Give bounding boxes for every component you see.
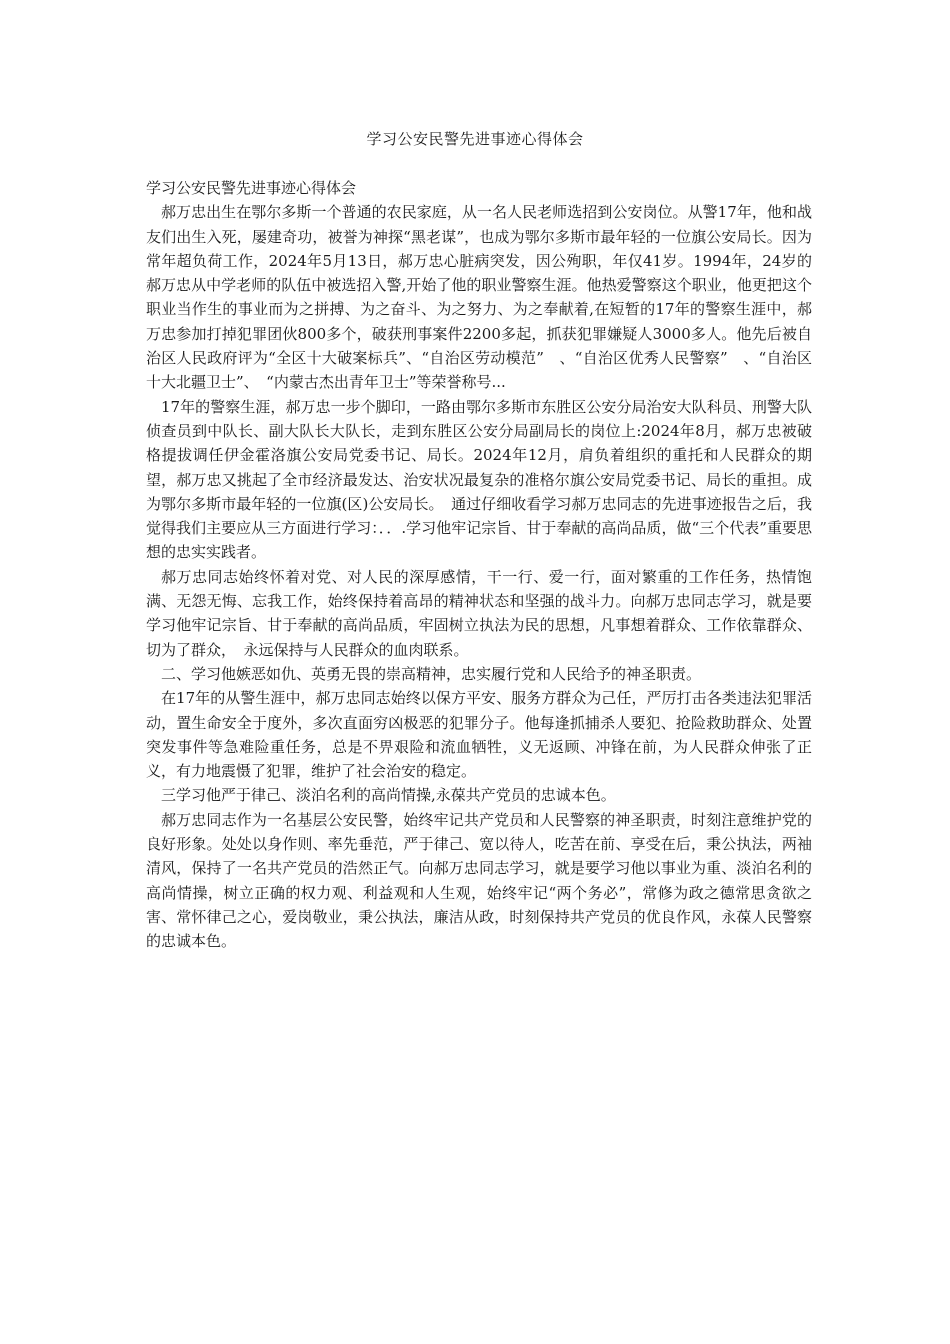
paragraph: 二、学习他嫉恶如仇、英勇无畏的崇高精神，忠实履行党和人民给予的神圣职责。 — [161, 664, 702, 683]
paragraph: 郝万忠出生在鄂尔多斯一个普通的农民家庭，从一名人民老师选招到公安岗位。从警17年，他和战友们出生入死，屡建奇功，被誉为神探“黑老谋”，也成为鄂尔多斯市最年轻的一位旗公安局长。因为常年超负荷工作，2024年5月13日，郝万忠心脏病突发，因公殉职，年仅41岁。1994年，24岁的郝万忠从中学老师的队伍中被选招入警,开始了他的职业警察生涯。他热爱警察这个职业，他更把这个职业当作生的事业而为之拼搏、为之奋斗、为之努力、为之奉献着,在短暂的17年的警察生涯中，郝万忠参加打掉犯罪团伙800多个，破获刑事案件2200多起，抓获犯罪嫌疑人3000多人。他先后被自治区人民政府评为“全区十大破案标兵”、“自治区劳动模范” 、“自治区优秀人民警察” 、“自治区十大北疆卫士”、 “内蒙古杰出青年卫士”等荣誉称号... — [146, 203, 812, 392]
document-subtitle: 学习公安民警先进事迹心得体会 — [146, 179, 357, 197]
paragraph: 三学习他严于律己、淡泊名利的高尚情操,永葆共产党员的忠诚本色。 — [161, 786, 616, 805]
document-body — [146, 176, 812, 954]
paragraph: 郝万忠同志作为一名基层公安民警，始终牢记共产党员和人民警察的神圣职责，时刻注意维护党的良好形象。处处以身作则、率先垂范，严于律己、宽以待人，吃苦在前、享受在后，秉公执法，两袖清风，保持了一名共产党员的浩然正气。向郝万忠同志学习，就是要学习他以事业为重、淡泊名利的高尚情操，树立正确的权力观、利益观和人生观，始终牢记“两个务必”，常修为政之德常思贪欲之害、常怀律己之心，爱岗敬业，秉公执法，廉洁从政，时刻保持共产党员的优良作风，永葆人民警察的忠诚本色。 — [146, 810, 812, 951]
paragraph: 17年的警察生涯，郝万忠一步个脚印，一路由鄂尔多斯市东胜区公安分局治安大队科员、刑警大队侦查员到中队长、副大队长大队长，走到东胜区公安分局副局长的岗位上:2024年8月，郝万忠被破格提拔调任伊金霍洛旗公安局党委书记、局长。2024年12月，肩负着组织的重托和人民群众的期望，郝万忠又挑起了全市经济最发达、治安状况最复杂的准格尔旗公安局党委书记、局长的重担。成为鄂尔多斯市最年轻的一位旗(区)公安局长。 通过仔细收看学习郝万忠同志的先进事迹报告之后，我觉得我们主要应从三方面进行学习：．．.学习他牢记宗旨、甘于奉献的高尚品质，做“三个代表”重要思想的忠实实践者。 — [146, 397, 812, 562]
paragraph: 在17年的从警生涯中，郝万忠同志始终以保方平安、服务方群众为己任，严厉打击各类违法犯罪活动，置生命安全于度外，多次直面穷凶极恶的犯罪分子。他每逢抓捕杀人要犯、抢险救助群众、处置突发事件等急难险重任务，总是不畀艰险和流血牺牲，义无返顾、冲锋在前，为人民群众伸张了正义，有力地震慑了犯罪，维护了社会治安的稳定。 — [146, 689, 812, 781]
paragraph: 郝万忠同志始终怀着对党、对人民的深厚感情，干一行、爱一行，面对繁重的工作任务，热情饱满、无怨无悔、忘我工作，始终保持着高昂的精神状态和坚强的战斗力。向郝万忠同志学习，就是要学习他牢记宗旨、甘于奉献的高尚品质，牢固树立执法为民的思想，凡事想着群众、工作依靠群众、切为了群众， 永远保持与人民群众的血肉联系。 — [146, 567, 812, 659]
document-title: 学习公安民警先进事迹心得体会 — [366, 130, 584, 148]
